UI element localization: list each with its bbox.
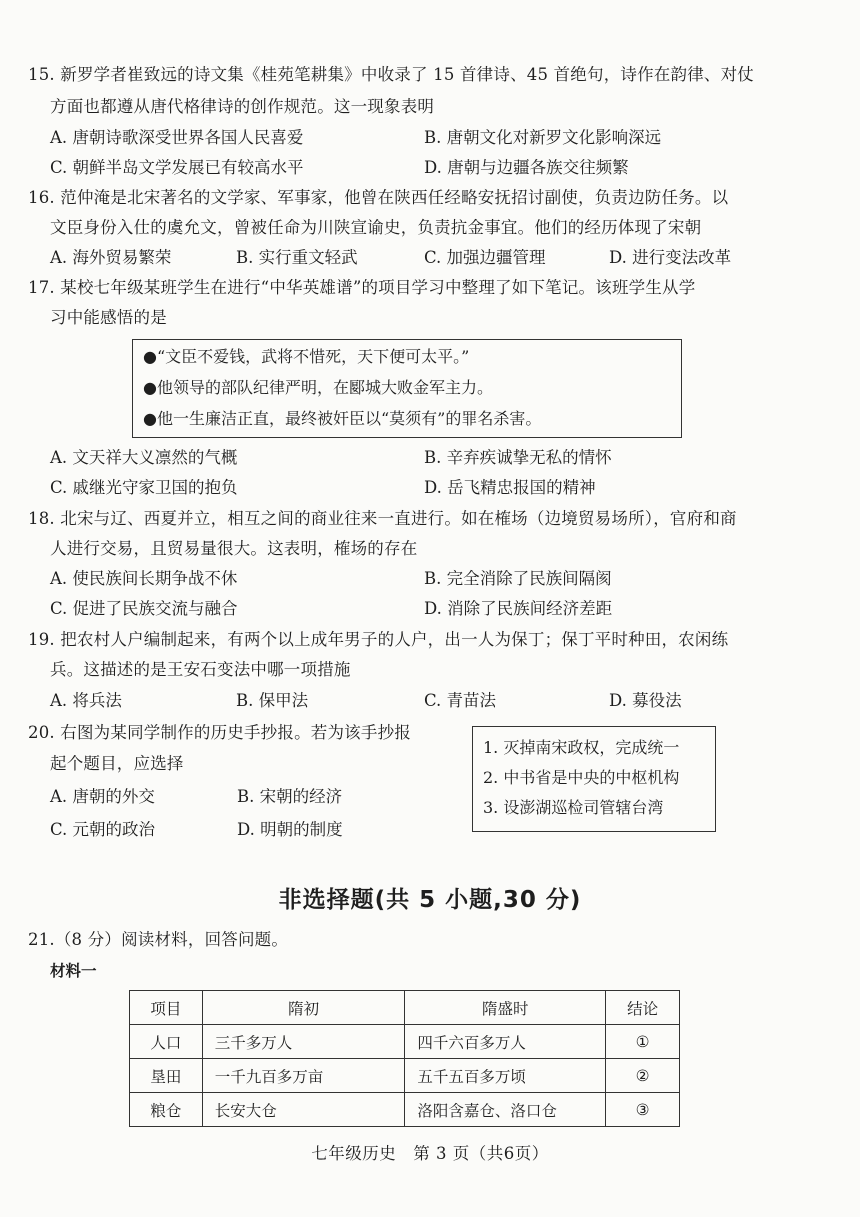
table-header-cell: 隋盛时 (405, 991, 606, 1025)
q20-stem-line1: 20. 右图为某同学制作的历史手抄报。若为该手抄报 (28, 723, 411, 742)
table-header-cell: 隋初 (202, 991, 405, 1025)
q19-stem-line1: 19. 把农村人户编制起来，有两个以上成年男子的人户，出一人为保丁；保丁平时种田，农闲练 (28, 630, 729, 649)
q18-stem-line2: 人进行交易，且贸易量很大。这表明，榷场的存在 (50, 539, 418, 558)
q17-option-b: B. 辛弃疾诚挚无私的情怀 (424, 448, 612, 467)
q20-handout-item-1: 1. 灭掉南宋政权，完成统一 (483, 738, 680, 757)
table-row (130, 1093, 680, 1127)
q21-stem: 21.（8 分）阅读材料，回答问题。 (28, 930, 289, 949)
q17-option-d: D. 岳飞精忠报国的精神 (424, 478, 596, 497)
q17-option-a: A. 文天祥大义凛然的气概 (50, 448, 238, 467)
table-cell: 人口 (130, 1025, 203, 1059)
table-header-cell: 结论 (606, 991, 680, 1025)
q16-option-b: B. 实行重文轻武 (236, 248, 358, 267)
q17-stem-line1: 17. 某校七年级某班学生在进行“中华英雄谱”的项目学习中整理了如下笔记。该班学生从学 (28, 278, 696, 297)
table-cell: ① (606, 1025, 680, 1059)
q17-option-c: C. 戚继光守家卫国的抱负 (50, 478, 238, 497)
q15-stem-line2: 方面也都遵从唐代格律诗的创作规范。这一现象表明 (50, 97, 435, 116)
section-title: 非选择题(共 5 小题,30 分) (278, 887, 582, 913)
q17-note-1: ●“文臣不爱钱，武将不惜死，天下便可太平。” (143, 347, 470, 366)
q19-option-c: C. 青苗法 (424, 691, 497, 710)
q20-option-a: A. 唐朝的外交 (50, 787, 155, 806)
table-header-row (130, 991, 680, 1025)
q15-option-d: D. 唐朝与边疆各族交往频繁 (424, 158, 629, 177)
table-cell: 一千九百多万亩 (202, 1059, 405, 1093)
q19-option-a: A. 将兵法 (50, 691, 122, 710)
q18-option-c: C. 促进了民族交流与融合 (50, 599, 238, 618)
table-cell: ② (606, 1059, 680, 1093)
q18-stem-line1: 18. 北宋与辽、西夏并立，相互之间的商业往来一直进行。如在榷场（边境贸易场所），官府和商 (28, 509, 737, 528)
material-table (129, 990, 680, 1127)
q19-option-b: B. 保甲法 (236, 691, 309, 710)
table-row (130, 1059, 680, 1093)
q18-option-b: B. 完全消除了民族间隔阂 (424, 569, 612, 588)
table-cell: 四千六百多万人 (405, 1025, 606, 1059)
table-cell: 三千多万人 (202, 1025, 405, 1059)
q15-option-b: B. 唐朝文化对新罗文化影响深远 (424, 128, 662, 147)
q19-option-d: D. 募役法 (609, 691, 682, 710)
q15-stem-line1: 15. 新罗学者崔致远的诗文集《桂苑笔耕集》中收录了 15 首律诗、45 首绝句，诗作在韵律、对仗 (28, 65, 755, 84)
q20-option-b: B. 宋朝的经济 (237, 787, 343, 806)
page-footer: 七年级历史 第 3 页（共6页） (311, 1144, 549, 1163)
material-label: 材料一 (50, 962, 97, 980)
table-cell: 洛阳含嘉仓、洛口仓 (405, 1093, 606, 1127)
q17-stem-line2: 习中能感悟的是 (50, 308, 167, 327)
table-cell: 长安大仓 (202, 1093, 405, 1127)
q17-note-3: ●他一生廉洁正直，最终被奸臣以“莫须有”的罪名杀害。 (143, 409, 542, 428)
q16-option-a: A. 海外贸易繁荣 (50, 248, 172, 267)
table-header-cell: 项目 (130, 991, 203, 1025)
q20-handout-item-3: 3. 设澎湖巡检司管辖台湾 (483, 798, 664, 817)
table-cell: ③ (606, 1093, 680, 1127)
q18-option-d: D. 消除了民族间经济差距 (424, 599, 613, 618)
q15-option-a: A. 唐朝诗歌深受世界各国人民喜爱 (50, 128, 304, 147)
table-cell: 五千五百多万顷 (405, 1059, 606, 1093)
q18-option-a: A. 使民族间长期争战不休 (50, 569, 238, 588)
q16-stem-line2: 文臣身份入仕的虞允文，曾被任命为川陕宣谕史，负责抗金事宜。他们的经历体现了宋朝 (50, 218, 702, 237)
q20-option-d: D. 明朝的制度 (237, 820, 343, 839)
q16-option-c: C. 加强边疆管理 (424, 248, 546, 267)
q15-option-c: C. 朝鲜半岛文学发展已有较高水平 (50, 158, 304, 177)
table-cell: 垦田 (130, 1059, 203, 1093)
q20-stem-line2: 起个题目，应选择 (50, 754, 184, 773)
table-row (130, 1025, 680, 1059)
q16-stem-line1: 16. 范仲淹是北宋著名的文学家、军事家，他曾在陕西任经略安抚招讨副使，负责边防任务。以 (28, 188, 729, 207)
q20-handout-item-2: 2. 中书省是中央的中枢机构 (483, 768, 680, 787)
q19-stem-line2: 兵。这描述的是王安石变法中哪一项措施 (50, 660, 351, 679)
q17-notes-box (132, 339, 682, 438)
table-cell: 粮仓 (130, 1093, 203, 1127)
q20-handout-box (472, 726, 716, 832)
q20-option-c: C. 元朝的政治 (50, 820, 156, 839)
q16-option-d: D. 进行变法改革 (609, 248, 732, 267)
q17-note-2: ●他领导的部队纪律严明，在郾城大败金军主力。 (143, 378, 493, 397)
